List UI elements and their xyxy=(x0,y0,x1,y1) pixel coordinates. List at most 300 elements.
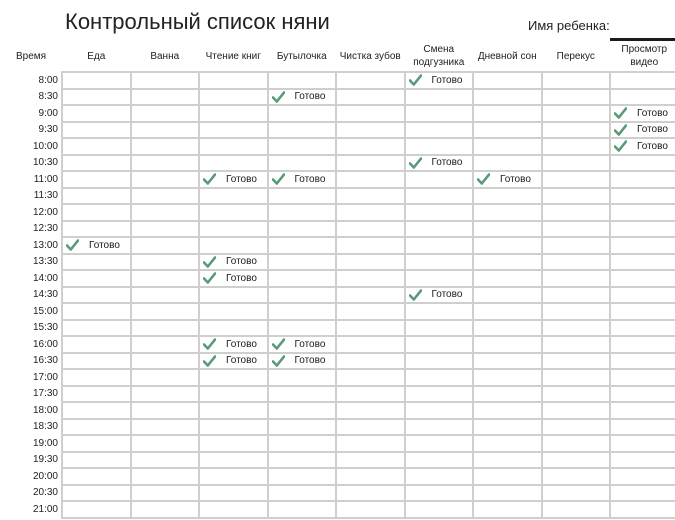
checklist-cell-smena[interactable] xyxy=(405,468,474,485)
checklist-cell-vanna[interactable] xyxy=(131,287,200,304)
column-header-eda: Еда xyxy=(87,50,106,62)
checklist-cell-chistka[interactable] xyxy=(336,237,405,254)
checklist-cell-butylochka[interactable] xyxy=(268,402,337,419)
checklist-cell-butylochka[interactable] xyxy=(268,254,337,271)
time-label: 21:00 xyxy=(32,503,58,515)
done-label: Готово xyxy=(226,272,257,284)
checklist-cell-chistka[interactable] xyxy=(336,188,405,205)
checklist-cell-chtenie[interactable] xyxy=(199,122,268,139)
checklist-cell-smena[interactable] xyxy=(405,353,474,370)
checklist-cell-perekus[interactable] xyxy=(542,254,611,271)
checklist-cell-chistka[interactable] xyxy=(336,254,405,271)
checklist-cell-chtenie[interactable] xyxy=(199,485,268,502)
done-mark xyxy=(200,271,267,285)
checklist-cell-vanna[interactable] xyxy=(131,485,200,502)
checklist-cell-chistka[interactable] xyxy=(336,501,405,518)
table-row xyxy=(0,89,675,106)
checklist-cell-video[interactable] xyxy=(610,237,675,254)
checklist-cell-smena[interactable] xyxy=(405,89,474,106)
checklist-cell-vanna[interactable] xyxy=(131,72,200,89)
checklist-cell-chtenie[interactable] xyxy=(199,171,268,188)
checklist-cell-vanna[interactable] xyxy=(131,122,200,139)
checklist-cell-butylochka[interactable] xyxy=(268,386,337,403)
checklist-cell-video[interactable] xyxy=(610,468,675,485)
checklist-cell-perekus[interactable] xyxy=(542,303,611,320)
checklist-cell-chistka[interactable] xyxy=(336,72,405,89)
checklist-cell-son[interactable] xyxy=(473,155,542,172)
checklist-cell-smena[interactable] xyxy=(405,155,474,172)
checklist-cell-chtenie[interactable] xyxy=(199,89,268,106)
checklist-cell-smena[interactable] xyxy=(405,402,474,419)
done-label: Готово xyxy=(294,173,326,185)
column-header-perekus: Перекус xyxy=(556,50,595,62)
checklist-cell-perekus[interactable] xyxy=(542,386,611,403)
checklist-cell-eda[interactable] xyxy=(62,336,131,353)
checklist-cell-eda[interactable] xyxy=(62,138,131,155)
checklist-cell-son[interactable] xyxy=(473,369,542,386)
checklist-cell-son[interactable] xyxy=(473,402,542,419)
checklist-cell-butylochka[interactable] xyxy=(268,452,337,469)
checklist-cell-vanna[interactable] xyxy=(131,89,200,106)
table-row xyxy=(0,435,675,452)
table-row xyxy=(0,155,675,172)
checklist-cell-eda[interactable] xyxy=(62,452,131,469)
checklist-cell-eda[interactable] xyxy=(62,402,131,419)
checklist-cell-butylochka[interactable] xyxy=(268,105,337,122)
checklist-cell-chtenie[interactable] xyxy=(199,386,268,403)
checklist-cell-butylochka[interactable] xyxy=(268,336,337,353)
checklist-cell-butylochka[interactable] xyxy=(268,303,337,320)
checklist-cell-son[interactable] xyxy=(473,237,542,254)
checklist-cell-eda[interactable] xyxy=(62,386,131,403)
checklist-cell-vanna[interactable] xyxy=(131,336,200,353)
time-label: 8:30 xyxy=(38,91,58,103)
checklist-cell-chtenie[interactable] xyxy=(199,188,268,205)
column-header-butylochka: Бутылочка xyxy=(276,50,327,62)
checklist-cell-eda[interactable] xyxy=(62,353,131,370)
checklist-cell-vanna[interactable] xyxy=(131,303,200,320)
checklist-cell-perekus[interactable] xyxy=(542,468,611,485)
done-label: Готово xyxy=(294,91,326,103)
checklist-cell-perekus[interactable] xyxy=(542,270,611,287)
checklist-cell-video[interactable] xyxy=(610,386,675,403)
checklist-cell-eda[interactable] xyxy=(62,419,131,436)
checkmark-icon xyxy=(203,256,216,268)
checklist-cell-son[interactable] xyxy=(473,105,542,122)
checklist-cell-smena[interactable] xyxy=(405,72,474,89)
checklist-cell-vanna[interactable] xyxy=(131,221,200,238)
checklist-cell-son[interactable] xyxy=(473,171,542,188)
checklist-cell-perekus[interactable] xyxy=(542,171,611,188)
checklist-cell-eda[interactable] xyxy=(62,287,131,304)
checklist-cell-chistka[interactable] xyxy=(336,204,405,221)
checklist-cell-smena[interactable] xyxy=(405,105,474,122)
checklist-cell-chtenie[interactable] xyxy=(199,320,268,337)
checklist-cell-perekus[interactable] xyxy=(542,501,611,518)
checklist-cell-video[interactable] xyxy=(610,138,675,155)
checklist-cell-vanna[interactable] xyxy=(131,419,200,436)
checklist-cell-smena[interactable] xyxy=(405,171,474,188)
checklist-cell-chtenie[interactable] xyxy=(199,287,268,304)
checklist-cell-chtenie[interactable] xyxy=(199,452,268,469)
checklist-cell-chistka[interactable] xyxy=(336,270,405,287)
checklist-cell-smena[interactable] xyxy=(405,303,474,320)
checklist-cell-chtenie[interactable] xyxy=(199,72,268,89)
checklist-cell-chistka[interactable] xyxy=(336,89,405,106)
checklist-cell-chtenie[interactable] xyxy=(199,353,268,370)
checkmark-icon xyxy=(614,140,627,152)
table-row xyxy=(0,221,675,238)
checklist-cell-chistka[interactable] xyxy=(336,320,405,337)
checklist-cell-vanna[interactable] xyxy=(131,320,200,337)
checklist-cell-chtenie[interactable] xyxy=(199,419,268,436)
checklist-cell-video[interactable] xyxy=(610,155,675,172)
checklist-cell-vanna[interactable] xyxy=(131,188,200,205)
table-row xyxy=(0,270,675,287)
done-mark xyxy=(611,123,675,137)
checklist-cell-perekus[interactable] xyxy=(542,452,611,469)
checklist-cell-perekus[interactable] xyxy=(542,204,611,221)
checklist-cell-butylochka[interactable] xyxy=(268,320,337,337)
done-mark xyxy=(269,172,336,186)
checklist-cell-butylochka[interactable] xyxy=(268,188,337,205)
checklist-cell-eda[interactable] xyxy=(62,171,131,188)
checklist-cell-chtenie[interactable] xyxy=(199,270,268,287)
checklist-cell-butylochka[interactable] xyxy=(268,369,337,386)
done-label: Готово xyxy=(294,338,326,350)
checklist-cell-video[interactable] xyxy=(610,353,675,370)
checklist-cell-smena[interactable] xyxy=(405,237,474,254)
checklist-cell-chistka[interactable] xyxy=(336,369,405,386)
time-label: 16:30 xyxy=(32,355,58,367)
checklist-cell-video[interactable] xyxy=(610,369,675,386)
checklist-cell-son[interactable] xyxy=(473,435,542,452)
checklist-cell-video[interactable] xyxy=(610,287,675,304)
checklist-cell-smena[interactable] xyxy=(405,369,474,386)
checklist-cell-vanna[interactable] xyxy=(131,105,200,122)
checklist-cell-vanna[interactable] xyxy=(131,237,200,254)
checklist-cell-son[interactable] xyxy=(473,501,542,518)
checklist-cell-chtenie[interactable] xyxy=(199,221,268,238)
checklist-cell-perekus[interactable] xyxy=(542,122,611,139)
checklist-cell-son[interactable] xyxy=(473,287,542,304)
checklist-cell-son[interactable] xyxy=(473,188,542,205)
time-label: 20:30 xyxy=(32,487,58,499)
checklist-cell-smena[interactable] xyxy=(405,188,474,205)
checklist-cell-chtenie[interactable] xyxy=(199,254,268,271)
checklist-cell-video[interactable] xyxy=(610,270,675,287)
checklist-cell-smena[interactable] xyxy=(405,287,474,304)
table-row xyxy=(0,386,675,403)
checklist-cell-chistka[interactable] xyxy=(336,221,405,238)
checklist-cell-video[interactable] xyxy=(610,171,675,188)
checklist-cell-butylochka[interactable] xyxy=(268,485,337,502)
checklist-cell-chistka[interactable] xyxy=(336,419,405,436)
checklist-cell-chistka[interactable] xyxy=(336,155,405,172)
checkmark-icon xyxy=(614,124,627,136)
done-mark xyxy=(406,73,473,87)
checklist-cell-son[interactable] xyxy=(473,353,542,370)
checklist-cell-smena[interactable] xyxy=(405,138,474,155)
time-label: 17:00 xyxy=(32,371,58,383)
time-label: 19:30 xyxy=(32,454,58,466)
checklist-cell-son[interactable] xyxy=(473,221,542,238)
checklist-cell-chtenie[interactable] xyxy=(199,105,268,122)
table-row xyxy=(0,171,675,188)
checklist-cell-vanna[interactable] xyxy=(131,155,200,172)
column-header-time: Время xyxy=(16,51,47,62)
checklist-cell-video[interactable] xyxy=(610,221,675,238)
checklist-cell-eda[interactable] xyxy=(62,89,131,106)
checklist-cell-butylochka[interactable] xyxy=(268,270,337,287)
checklist-cell-son[interactable] xyxy=(473,254,542,271)
checklist-cell-butylochka[interactable] xyxy=(268,89,337,106)
checklist-cell-chtenie[interactable] xyxy=(199,402,268,419)
checklist-cell-butylochka[interactable] xyxy=(268,138,337,155)
time-label: 11:30 xyxy=(33,190,58,202)
checklist-cell-smena[interactable] xyxy=(405,435,474,452)
checklist-cell-video[interactable] xyxy=(610,402,675,419)
checklist-cell-video[interactable] xyxy=(610,435,675,452)
checkmark-icon xyxy=(203,173,216,185)
checklist-cell-son[interactable] xyxy=(473,89,542,106)
checklist-cell-eda[interactable] xyxy=(62,188,131,205)
checklist-cell-chtenie[interactable] xyxy=(199,435,268,452)
checklist-cell-chtenie[interactable] xyxy=(199,369,268,386)
table-row xyxy=(0,353,675,370)
checklist-cell-eda[interactable] xyxy=(62,122,131,139)
done-label: Готово xyxy=(431,289,463,301)
checklist-cell-son[interactable] xyxy=(473,320,542,337)
checklist-cell-eda[interactable] xyxy=(62,320,131,337)
checklist-cell-eda[interactable] xyxy=(62,485,131,502)
checklist-cell-chtenie[interactable] xyxy=(199,501,268,518)
checklist-cell-video[interactable] xyxy=(610,303,675,320)
checklist-cell-vanna[interactable] xyxy=(131,254,200,271)
checklist-cell-son[interactable] xyxy=(473,138,542,155)
checklist-cell-chistka[interactable] xyxy=(336,468,405,485)
checklist-cell-perekus[interactable] xyxy=(542,320,611,337)
checklist-cell-video[interactable] xyxy=(610,336,675,353)
checklist-cell-vanna[interactable] xyxy=(131,353,200,370)
time-label: 14:00 xyxy=(32,272,58,284)
time-label: 11:00 xyxy=(33,173,58,185)
table-row xyxy=(0,287,675,304)
checklist-cell-perekus[interactable] xyxy=(542,402,611,419)
time-label: 18:30 xyxy=(32,421,58,433)
checklist-cell-butylochka[interactable] xyxy=(268,287,337,304)
checklist-cell-smena[interactable] xyxy=(405,254,474,271)
checklist-cell-butylochka[interactable] xyxy=(268,171,337,188)
time-label: 13:00 xyxy=(32,239,58,251)
checklist-cell-son[interactable] xyxy=(473,336,542,353)
checklist-cell-perekus[interactable] xyxy=(542,155,611,172)
checklist-cell-video[interactable] xyxy=(610,105,675,122)
checklist-cell-smena[interactable] xyxy=(405,501,474,518)
checklist-cell-video[interactable] xyxy=(610,204,675,221)
checklist-cell-video[interactable] xyxy=(610,501,675,518)
done-mark xyxy=(269,337,336,351)
checklist-cell-video[interactable] xyxy=(610,452,675,469)
time-label: 20:00 xyxy=(32,470,58,482)
checklist-cell-chistka[interactable] xyxy=(336,452,405,469)
checklist-cell-butylochka[interactable] xyxy=(268,501,337,518)
checklist-cell-son[interactable] xyxy=(473,419,542,436)
checklist-cell-eda[interactable] xyxy=(62,254,131,271)
checklist-cell-chistka[interactable] xyxy=(336,122,405,139)
done-mark xyxy=(269,90,336,104)
header-row xyxy=(0,41,675,72)
checklist-cell-smena[interactable] xyxy=(405,320,474,337)
checkmark-icon xyxy=(272,91,285,103)
done-mark xyxy=(63,238,130,252)
checklist-cell-chtenie[interactable] xyxy=(199,303,268,320)
checklist-cell-perekus[interactable] xyxy=(542,138,611,155)
checklist-cell-perekus[interactable] xyxy=(542,72,611,89)
checklist-cell-perekus[interactable] xyxy=(542,336,611,353)
checklist-cell-son[interactable] xyxy=(473,386,542,403)
checklist-cell-chistka[interactable] xyxy=(336,287,405,304)
checklist-cell-butylochka[interactable] xyxy=(268,155,337,172)
checklist-cell-smena[interactable] xyxy=(405,336,474,353)
checklist-cell-chistka[interactable] xyxy=(336,402,405,419)
checklist-cell-chistka[interactable] xyxy=(336,171,405,188)
done-mark xyxy=(200,255,267,269)
checklist-cell-perekus[interactable] xyxy=(542,369,611,386)
checklist-cell-son[interactable] xyxy=(473,303,542,320)
checklist-cell-son[interactable] xyxy=(473,468,542,485)
checklist-cell-smena[interactable] xyxy=(405,204,474,221)
table-row xyxy=(0,188,675,205)
checklist-cell-vanna[interactable] xyxy=(131,501,200,518)
checklist-cell-son[interactable] xyxy=(473,485,542,502)
column-header-chtenie: Чтение книг xyxy=(205,50,261,62)
checklist-cell-butylochka[interactable] xyxy=(268,72,337,89)
checklist-cell-perekus[interactable] xyxy=(542,237,611,254)
checkmark-icon xyxy=(203,355,216,367)
checklist-cell-video[interactable] xyxy=(610,72,675,89)
done-label: Готово xyxy=(500,173,531,185)
checklist-cell-chtenie[interactable] xyxy=(199,336,268,353)
checklist-cell-perekus[interactable] xyxy=(542,419,611,436)
checklist-cell-eda[interactable] xyxy=(62,105,131,122)
checklist-cell-son[interactable] xyxy=(473,72,542,89)
checklist-cell-eda[interactable] xyxy=(62,237,131,254)
checklist-cell-eda[interactable] xyxy=(62,501,131,518)
checklist-cell-chistka[interactable] xyxy=(336,138,405,155)
checklist-cell-perekus[interactable] xyxy=(542,89,611,106)
checklist-cell-eda[interactable] xyxy=(62,270,131,287)
checklist-cell-chtenie[interactable] xyxy=(199,155,268,172)
checklist-cell-butylochka[interactable] xyxy=(268,419,337,436)
checklist-cell-chistka[interactable] xyxy=(336,485,405,502)
checklist-cell-video[interactable] xyxy=(610,485,675,502)
done-mark xyxy=(611,106,675,120)
checklist-cell-perekus[interactable] xyxy=(542,221,611,238)
checklist-cell-perekus[interactable] xyxy=(542,353,611,370)
checklist-cell-butylochka[interactable] xyxy=(268,221,337,238)
table-row xyxy=(0,254,675,271)
checklist-cell-eda[interactable] xyxy=(62,204,131,221)
checklist-cell-eda[interactable] xyxy=(62,155,131,172)
checklist-cell-butylochka[interactable] xyxy=(268,204,337,221)
checklist-cell-smena[interactable] xyxy=(405,452,474,469)
checklist-cell-video[interactable] xyxy=(610,419,675,436)
checklist-cell-perekus[interactable] xyxy=(542,485,611,502)
checklist-cell-chtenie[interactable] xyxy=(199,138,268,155)
checklist-cell-chistka[interactable] xyxy=(336,435,405,452)
checklist-cell-son[interactable] xyxy=(473,452,542,469)
done-label: Готово xyxy=(431,74,463,86)
checklist-cell-eda[interactable] xyxy=(62,72,131,89)
checklist-cell-butylochka[interactable] xyxy=(268,435,337,452)
checklist-cell-video[interactable] xyxy=(610,254,675,271)
checklist-cell-eda[interactable] xyxy=(62,221,131,238)
checklist-cell-eda[interactable] xyxy=(62,435,131,452)
checklist-cell-chtenie[interactable] xyxy=(199,237,268,254)
checklist-cell-video[interactable] xyxy=(610,188,675,205)
checklist-cell-smena[interactable] xyxy=(405,386,474,403)
checklist-cell-chtenie[interactable] xyxy=(199,468,268,485)
checklist-cell-chistka[interactable] xyxy=(336,353,405,370)
checklist-cell-smena[interactable] xyxy=(405,270,474,287)
checklist-cell-eda[interactable] xyxy=(62,468,131,485)
checklist-cell-perekus[interactable] xyxy=(542,287,611,304)
checklist-cell-video[interactable] xyxy=(610,122,675,139)
checklist-cell-vanna[interactable] xyxy=(131,452,200,469)
checklist-cell-perekus[interactable] xyxy=(542,105,611,122)
done-mark xyxy=(200,354,267,368)
checklist-cell-son[interactable] xyxy=(473,122,542,139)
checkmark-icon xyxy=(66,239,79,251)
checklist-cell-son[interactable] xyxy=(473,270,542,287)
checklist-cell-smena[interactable] xyxy=(405,221,474,238)
checklist-cell-smena[interactable] xyxy=(405,122,474,139)
checklist-cell-vanna[interactable] xyxy=(131,402,200,419)
checklist-cell-vanna[interactable] xyxy=(131,171,200,188)
checklist-cell-chistka[interactable] xyxy=(336,105,405,122)
checklist-cell-perekus[interactable] xyxy=(542,435,611,452)
checklist-cell-smena[interactable] xyxy=(405,419,474,436)
checklist-cell-eda[interactable] xyxy=(62,369,131,386)
checklist-cell-chistka[interactable] xyxy=(336,386,405,403)
checklist-cell-video[interactable] xyxy=(610,89,675,106)
checklist-cell-vanna[interactable] xyxy=(131,468,200,485)
done-mark xyxy=(406,288,473,302)
checklist-cell-butylochka[interactable] xyxy=(268,353,337,370)
checklist-cell-vanna[interactable] xyxy=(131,435,200,452)
done-label: Готово xyxy=(226,173,257,185)
checklist-cell-smena[interactable] xyxy=(405,485,474,502)
checklist-cell-butylochka[interactable] xyxy=(268,468,337,485)
time-label: 18:00 xyxy=(32,404,58,416)
checklist-cell-butylochka[interactable] xyxy=(268,122,337,139)
checklist-cell-vanna[interactable] xyxy=(131,369,200,386)
checklist-cell-butylochka[interactable] xyxy=(268,237,337,254)
checklist-cell-video[interactable] xyxy=(610,320,675,337)
checklist-cell-eda[interactable] xyxy=(62,303,131,320)
checklist-cell-vanna[interactable] xyxy=(131,138,200,155)
checklist-cell-vanna[interactable] xyxy=(131,204,200,221)
checklist-cell-son[interactable] xyxy=(473,204,542,221)
checklist-cell-chtenie[interactable] xyxy=(199,204,268,221)
checklist-cell-vanna[interactable] xyxy=(131,270,200,287)
time-label: 9:00 xyxy=(38,107,58,119)
checklist-cell-perekus[interactable] xyxy=(542,188,611,205)
checklist-cell-chistka[interactable] xyxy=(336,303,405,320)
checklist-cell-vanna[interactable] xyxy=(131,386,200,403)
checklist-cell-chistka[interactable] xyxy=(336,336,405,353)
